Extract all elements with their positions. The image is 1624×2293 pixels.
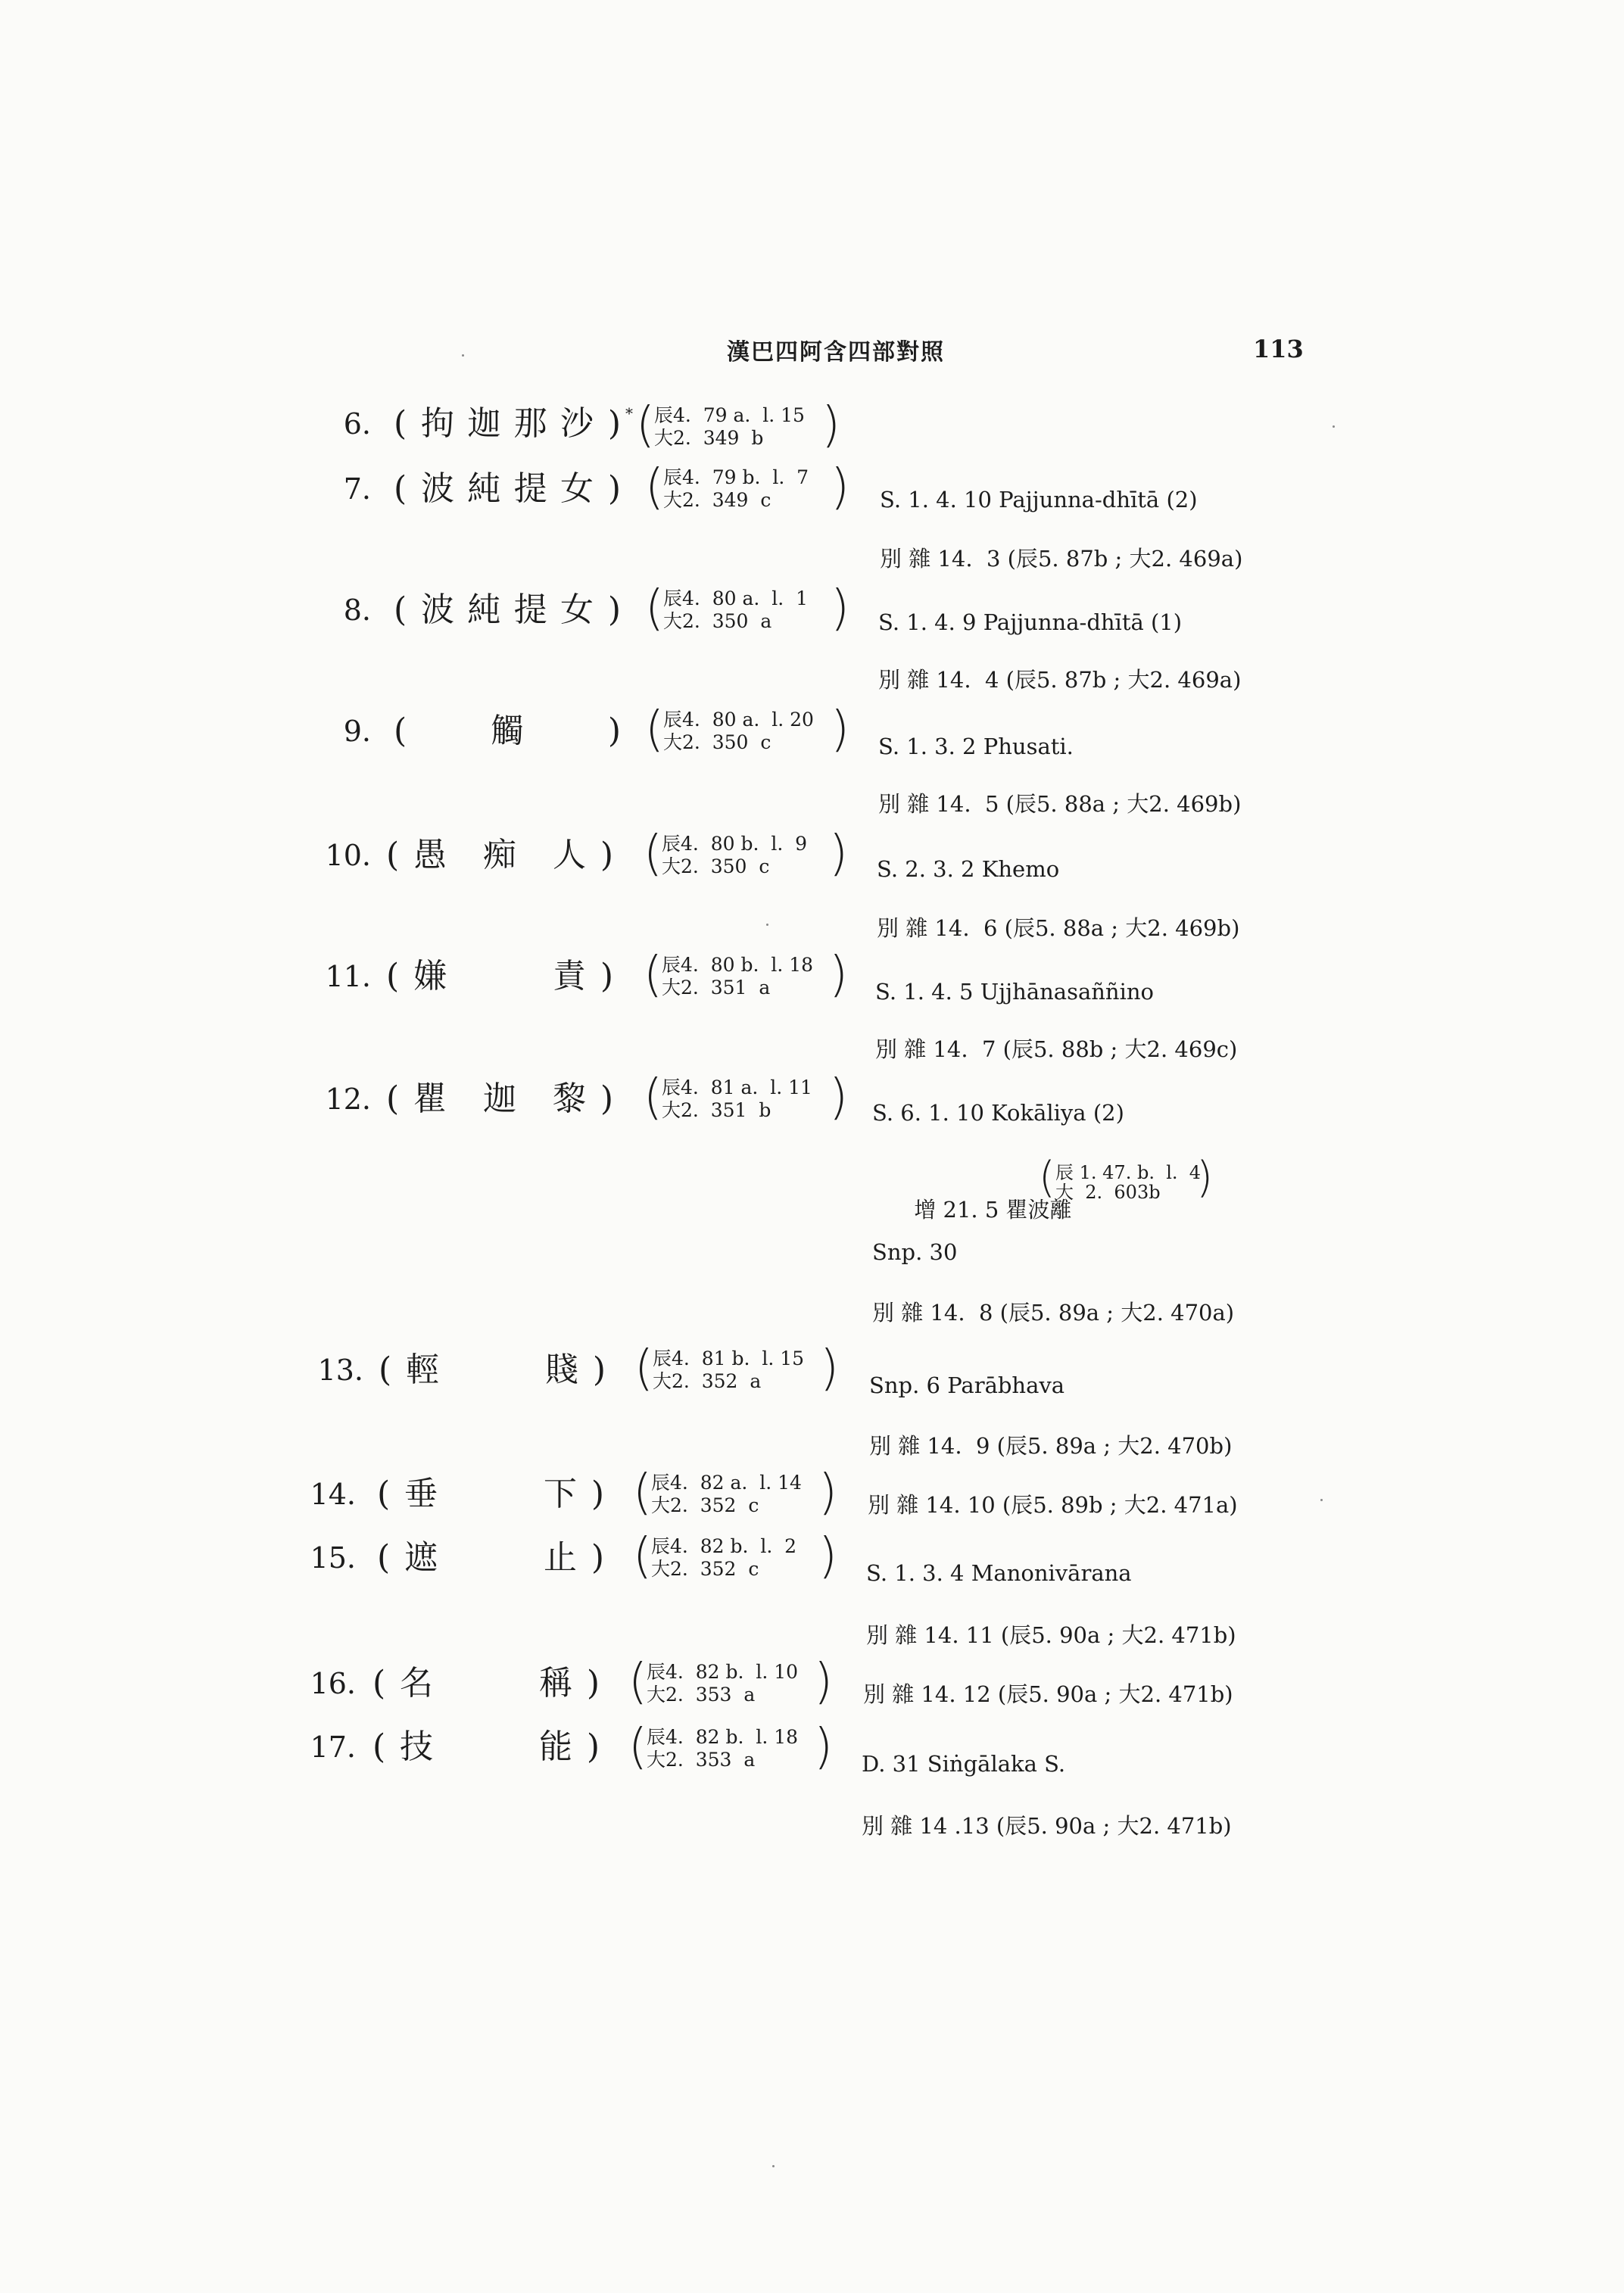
entry-number: 11. bbox=[325, 960, 371, 993]
ref-line-1: 辰4. 80 b. l. 18 bbox=[662, 954, 814, 976]
ref-line-1: 辰4. 81 a. l. 11 bbox=[662, 1076, 812, 1098]
scan-speck bbox=[462, 354, 464, 357]
scan-speck bbox=[1320, 1499, 1323, 1501]
title-char: 責 bbox=[553, 957, 586, 995]
ref-line-2: 大2. 353 a bbox=[647, 1684, 756, 1706]
title-char: 那 bbox=[513, 404, 547, 443]
entry-number: 8. bbox=[343, 594, 371, 627]
scan-speck bbox=[1333, 425, 1335, 428]
bieza-parallel: 別 雜 14. 5 (辰5. 88a ; 大2. 469b) bbox=[878, 791, 1242, 817]
parallel-reference: ( 辰4. 79 a. l. 15 大2. 349 b ) bbox=[636, 397, 840, 453]
entry-number: 7. bbox=[343, 472, 371, 506]
parallel-reference: ( 辰4. 82 b. l. 2 大2. 352 c ) bbox=[633, 1528, 837, 1584]
title-char: 人 bbox=[553, 836, 586, 874]
ref-line-1: 辰4. 82 b. l. 2 bbox=[651, 1535, 797, 1557]
parallel-reference: ( 辰4. 82 a. l. 14 大2. 352 c ) bbox=[633, 1465, 837, 1521]
pali-parallel: S. 1. 4. 9 Pajjunna-dhītā (1) bbox=[878, 609, 1183, 635]
title-char: 賤 bbox=[545, 1351, 578, 1389]
title-char: 輕 bbox=[406, 1351, 439, 1389]
title-char: 純 bbox=[467, 469, 501, 508]
entry-number: 15. bbox=[310, 1541, 356, 1575]
entry-number: 6. bbox=[343, 407, 371, 441]
title-char: 女 bbox=[560, 469, 594, 508]
entry-number: 17. bbox=[310, 1731, 356, 1764]
bieza-parallel: 別 雜 14. 9 (辰5. 89a ; 大2. 470b) bbox=[869, 1433, 1233, 1459]
ref-line-1: 辰4. 80 b. l. 9 bbox=[662, 833, 808, 855]
title-char: 拘 bbox=[421, 404, 454, 443]
bieza-parallel: 別 雜 14. 12 (辰5. 90a ; 大2. 471b) bbox=[863, 1681, 1233, 1707]
title-char: 嫌 bbox=[413, 957, 447, 995]
ekottara-label: 增 21. 5 瞿波離 bbox=[914, 1197, 1072, 1223]
parallel-reference: ( 辰4. 80 a. l. 20 大2. 350 c ) bbox=[645, 702, 849, 758]
entry-number: 9. bbox=[343, 715, 371, 748]
ref-line-1: 辰4. 80 a. l. 1 bbox=[663, 587, 808, 609]
parallel-reference: ( 辰4. 80 b. l. 18 大2. 351 a ) bbox=[644, 947, 848, 1003]
title-char: 提 bbox=[513, 469, 547, 508]
pali-parallel: S. 1. 4. 5 Ujjhānasaññino bbox=[875, 979, 1155, 1005]
ref-line-2: 大2. 350 c bbox=[663, 731, 771, 753]
parallel-reference: ( 辰4. 79 b. l. 7 大2. 349 c ) bbox=[645, 460, 849, 516]
ref-line-2: 大2. 351 b bbox=[662, 1099, 771, 1121]
bieza-parallel: 別 雜 14. 6 (辰5. 88a ; 大2. 469b) bbox=[877, 915, 1240, 941]
scan-speck bbox=[766, 924, 768, 926]
bieza-parallel: 別 雜 14. 4 (辰5. 87b ; 大2. 469a) bbox=[878, 667, 1242, 693]
title-char: 遮 bbox=[404, 1538, 438, 1577]
title-char: 黎 bbox=[553, 1080, 586, 1118]
ref-line-2: 大2. 353 a bbox=[647, 1749, 756, 1771]
ref-line-2: 大2. 350 a bbox=[663, 610, 772, 632]
title-char: 女 bbox=[560, 590, 594, 629]
ref-line-2: 大2. 352 c bbox=[651, 1558, 759, 1580]
ref-line-2: 大2. 352 a bbox=[653, 1370, 762, 1392]
title-char: 提 bbox=[513, 590, 547, 629]
ref-line-1: 辰4. 81 b. l. 15 bbox=[653, 1347, 805, 1369]
parallel-reference: ( 辰4. 82 b. l. 10 大2. 353 a ) bbox=[628, 1654, 833, 1710]
bieza-parallel: 別 雜 14. 7 (辰5. 88b ; 大2. 469c) bbox=[875, 1036, 1238, 1062]
ref-line-2: 大 2. 603b bbox=[1055, 1182, 1161, 1203]
pali-parallel: S. 1. 4. 10 Pajjunna-dhītā (2) bbox=[880, 487, 1198, 512]
pali-parallel: S. 1. 3. 2 Phusati. bbox=[878, 734, 1074, 759]
ref-line-2: 大2. 349 b bbox=[654, 427, 764, 449]
title-char: 能 bbox=[539, 1728, 572, 1766]
ekottara-reference: ( 辰 1. 47. b. l. 4 大 2. 603b ) bbox=[1039, 1153, 1213, 1203]
title-char: 波 bbox=[421, 469, 454, 508]
ref-line-1: 辰 1. 47. b. l. 4 bbox=[1055, 1162, 1202, 1183]
title-char: 名 bbox=[400, 1664, 433, 1703]
bieza-parallel: 別 雜 14. 3 (辰5. 87b ; 大2. 469a) bbox=[880, 546, 1243, 572]
entry-number: 14. bbox=[310, 1478, 356, 1511]
title-char: 沙 bbox=[560, 404, 594, 443]
parallel-reference: ( 辰4. 81 a. l. 11 大2. 351 b ) bbox=[644, 1070, 848, 1126]
bieza-parallel: 別 雜 14. 8 (辰5. 89a ; 大2. 470a) bbox=[872, 1300, 1235, 1326]
ref-line-2: 大2. 349 c bbox=[663, 489, 771, 511]
running-header-title: 漢巴四阿含四部對照 bbox=[727, 339, 945, 366]
pali-parallel: D. 31 Siṅgālaka S. bbox=[862, 1751, 1066, 1777]
entry-number: 13. bbox=[317, 1354, 363, 1387]
title-char: 稱 bbox=[539, 1664, 572, 1703]
ref-line-2: 大2. 352 c bbox=[651, 1494, 759, 1516]
pali-parallel: S. 2. 3. 2 Khemo bbox=[877, 856, 1060, 882]
document-page: 漢巴四阿含四部對照 113 6. ( 拘 迦 那 沙 ) * ( 辰4. 79 a. l. 15 大2. 349 b ) 7. ( 波 純 提 女 ) ( 辰4. 79 b. l. 7 大2. 349 c ) S. 1. 4. 10 Pajjunna-dhītā (2) 別 雜 14. 3 (辰5. 87b ; 大2. 469a) 8. ( 波 純 提 女 ) ( 辰4. 80 a. l. 1 大2. 350 a ) S. 1. 4. 9 Pajjunna-dhītā (1) 別 雜 14. 4 (辰5. 87b ; 大2. 469a) 9. ( 觸 ) ( 辰4. 80 a. l. 20 大2. 350 c ) S. 1. 3. 2 Phusati. 別 雜 14. 5 (辰5. 88a ; 大2. 469b) 10. ( 愚 痴 人 ) ( 辰4. 80 b. l. 9 大2. 350 c ) S. 2. 3. 2 Khemo 別 雜 14. 6 (辰5. 88a ; 大2. 469b) 11. ( 嫌 責 ) ( 辰4. 80 b. l. 18 大2. 351 a ) S. 1. 4. 5 Ujjhānasaññino 別 雜 14. 7 (辰5. 88b ; 大2. 469c) 12. ( 瞿 迦 黎 ) ( 辰4. 81 a. l. 11 大2. 351 b ) S. 6. 1. 10 Kokāliya (2) 增 21. 5 瞿波離 ( 辰 1. 47. b. l. 4 大 2. 603b ) Snp. 30 別 雜 14. 8 (辰5. 89a ; 大2. 470a) 13. ( 輕 賤 ) ( 辰4. 81 b. l. 15 大2. 352 a ) Snp. 6 Parābhava 別 雜 14. 9 (辰5. 89a ; 大2. 470b) 14. ( 垂 下 ) ( 辰4. 82 a. l. 14 大2. 352 c ) 別 雜 14. 10 (辰5. 89b ; 大2. 471a) 15. ( 遮 止 ) ( 辰4. 82 b. l. 2 大2. 352 c ) S. 1. 3. 4 Manonivārana 別 雜 14. 11 (辰5. 90a ; 大2. 471b) 16. ( 名 稱 ) ( 辰4. 82 b. l. 10 大2. 353 a ) 別 雜 14. 12 (辰5. 90a ; 大2. 471b) 17. ( 技 能 ) ( 辰4. 82 b. l. 18 大2. 353 a ) D. 31 Siṅgālaka S. 別 雜 14 .13 (辰5. 90a ; 大2. 471b) bbox=[0, 0, 1624, 2293]
pali-parallel: S. 1. 3. 4 Manonivārana bbox=[866, 1560, 1132, 1586]
ref-line-2: 大2. 351 a bbox=[662, 977, 771, 999]
ref-line-1: 辰4. 79 b. l. 7 bbox=[663, 466, 809, 488]
title-char: 下 bbox=[544, 1475, 577, 1513]
bieza-parallel: 別 雜 14 .13 (辰5. 90a ; 大2. 471b) bbox=[862, 1813, 1232, 1839]
scan-speck bbox=[772, 2165, 775, 2167]
parallel-reference: ( 辰4. 80 b. l. 9 大2. 350 c ) bbox=[644, 826, 848, 882]
title-char: 愚 bbox=[413, 836, 447, 874]
title-char: 技 bbox=[400, 1728, 433, 1766]
entry-number: 10. bbox=[325, 839, 371, 872]
title-char: 迦 bbox=[483, 1080, 516, 1118]
bieza-parallel: 別 雜 14. 11 (辰5. 90a ; 大2. 471b) bbox=[866, 1622, 1236, 1648]
title-char: 純 bbox=[467, 590, 501, 629]
title-char: 波 bbox=[421, 590, 454, 629]
title-char: 垂 bbox=[404, 1475, 438, 1513]
parallel-reference: ( 辰4. 82 b. l. 18 大2. 353 a ) bbox=[628, 1719, 833, 1775]
title-char: 痴 bbox=[483, 836, 516, 874]
ref-line-1: 辰4. 82 a. l. 14 bbox=[651, 1472, 802, 1494]
title-char: 觸 bbox=[491, 712, 524, 750]
entry-number: 12. bbox=[325, 1083, 371, 1116]
bieza-parallel: 別 雜 14. 10 (辰5. 89b ; 大2. 471a) bbox=[868, 1492, 1238, 1518]
parallel-reference: ( 辰4. 80 a. l. 1 大2. 350 a ) bbox=[645, 581, 849, 637]
footnote-mark: * bbox=[625, 404, 633, 422]
page-number: 113 bbox=[1253, 335, 1304, 363]
title-char: 止 bbox=[544, 1538, 577, 1577]
ref-line-1: 辰4. 79 a. l. 15 bbox=[654, 404, 805, 426]
pali-parallel: S. 6. 1. 10 Kokāliya (2) bbox=[872, 1100, 1124, 1126]
ref-line-2: 大2. 350 c bbox=[662, 855, 770, 877]
snp-parallel: Snp. 30 bbox=[872, 1239, 958, 1265]
title-char: 迦 bbox=[467, 404, 501, 443]
ref-line-1: 辰4. 82 b. l. 10 bbox=[647, 1661, 799, 1683]
parallel-reference: ( 辰4. 81 b. l. 15 大2. 352 a ) bbox=[634, 1341, 839, 1397]
entry-number: 16. bbox=[310, 1667, 356, 1700]
ref-line-1: 辰4. 80 a. l. 20 bbox=[663, 709, 814, 731]
title-char: 瞿 bbox=[413, 1080, 447, 1118]
pali-parallel: Snp. 6 Parābhava bbox=[869, 1372, 1065, 1398]
ref-line-1: 辰4. 82 b. l. 18 bbox=[647, 1726, 799, 1748]
